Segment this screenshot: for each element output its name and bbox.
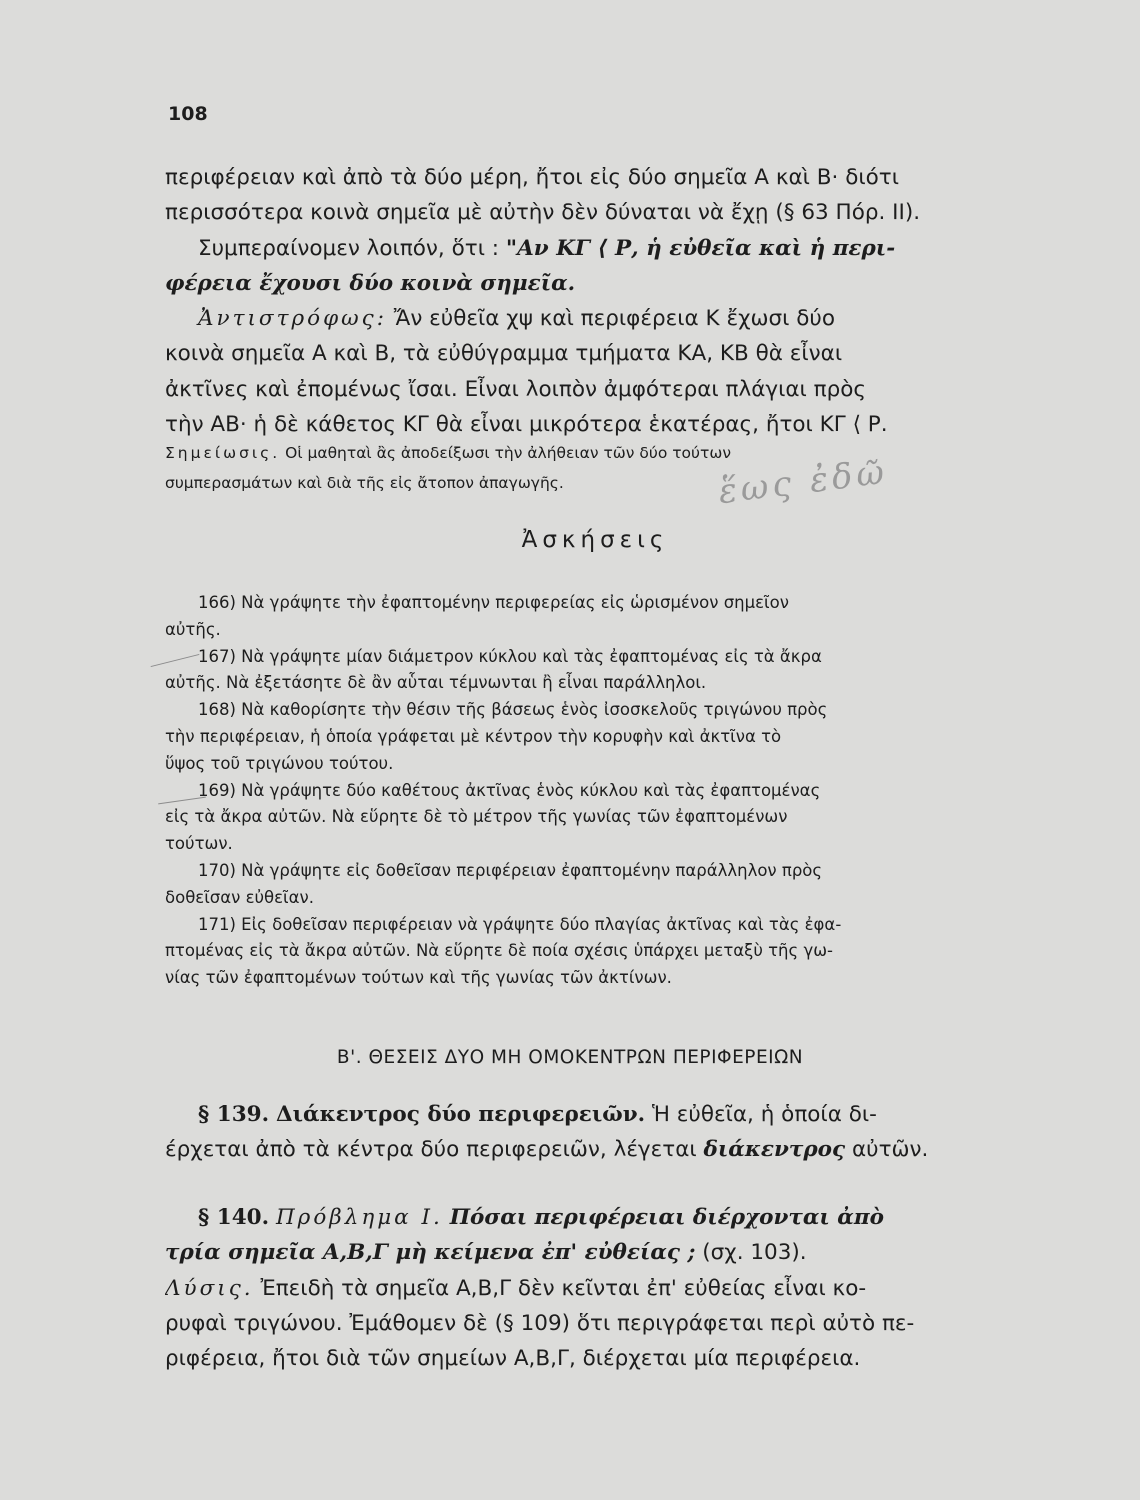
page-number: 108 — [168, 103, 208, 125]
s140-line-4: ρυφαὶ τριγώνου. Ἐμάθομεν δὲ (§ 109) ὅτι περιγράφεται περὶ αὐτὸ πε- — [165, 1310, 915, 1336]
remark-line-2: συμπερασμάτων καὶ διὰ τῆς εἰς ἄτοπον ἀπαγωγῆς. — [165, 474, 564, 492]
conclusion-line-1 — [165, 231, 1045, 266]
exercises-heading: Ἀσκήσεις — [521, 527, 669, 553]
s139-text-1: Ἡ εὐθεῖα, ἡ ὁποία δι- — [651, 1102, 877, 1127]
para1-line-2: περισσότερα κοινὰ σημεῖα μὲ αὐτὴν δὲν δύναται νὰ ἔχῃ (§ 63 Πόρ. ΙΙ). — [165, 200, 921, 226]
conclusion-lead: Συμπεραίνομεν λοιπόν, ὅτι : — [198, 235, 500, 261]
converse-line-4: τὴν ΑΒ· ἡ δὲ κάθετος ΚΓ θὰ εἶναι μικρότερα ἑκατέρας, ἤτοι ΚΓ ⟨ Ρ. — [165, 412, 888, 438]
exercise-list — [165, 590, 1045, 992]
exercise-168-line-1: 168) Νὰ καθορίσητε τὴν θέσιν τῆς βάσεως ἑνὸς ἰσοσκελοῦς τριγώνου πρὸς — [198, 700, 828, 720]
s140-line-1 — [165, 1200, 1045, 1235]
s139-term: διάκεντρος — [703, 1137, 846, 1163]
exercise-168-line-3: ὕψος τοῦ τριγώνου τούτου. — [165, 753, 394, 773]
s139-line-2 — [165, 1132, 1045, 1167]
exercise-166-line-2: αὐτῆς. — [165, 619, 221, 639]
converse-line-2: κοινὰ σημεῖα Α καὶ Β, τὰ εὐθύγραμμα τμήματα ΚΑ, ΚΒ θὰ εἶναι — [165, 341, 843, 367]
remark — [165, 438, 1045, 498]
exercise-166-line-1: 166) Νὰ γράψητε τὴν ἐφαπτομένην περιφερείας εἰς ὡρισμένον σημεῖον — [198, 593, 789, 612]
s139-text-3: αὐτῶν. — [851, 1137, 929, 1163]
section-heading: Β'. ΘΕΣΕΙΣ ΔΥΟ ΜΗ ΟΜΟΚΕΝΤΡΩΝ ΠΕΡΙΦΕΡΕΙΩΝ — [336, 1047, 804, 1068]
s139-number: § 139. — [198, 1102, 270, 1127]
conclusion-statement-b: φέρεια ἔχουσι δύο κοινὰ σημεῖα. — [165, 270, 576, 296]
s139-line-1 — [165, 1097, 1045, 1132]
s140-line-3 — [165, 1271, 1045, 1306]
converse-line-3: ἀκτῖνες καὶ ἐπομένως ἴσαι. Εἶναι λοιπὸν ἀμφότεραι πλάγιαι πρὸς — [165, 376, 867, 402]
s140-question-2: τρία σημεῖα Α,Β,Γ μὴ κείμενα ἐπ' εὐθείας ; — [165, 1240, 696, 1266]
exercise-171-line-3: νίας τῶν ἐφαπτομένων τούτων καὶ τῆς γωνίας τῶν ἀκτίνων. — [165, 968, 672, 988]
exercise-170-line-1: 170) Νὰ γράψητε εἰς δοθεῖσαν περιφέρειαν ἐφαπτομένην παράλληλον πρὸς — [198, 860, 823, 880]
exercise-170-line-2: δοθεῖσαν εὐθεῖαν. — [165, 887, 314, 907]
exercise-171-line-2: πτομένας εἰς τὰ ἄκρα αὐτῶν. Νὰ εὕρητε δὲ ποία σχέσις ὑπάρχει μεταξὺ τῆς γω- — [165, 941, 833, 961]
s140-line-5: ριφέρεια, ἤτοι διὰ τῶν σημείων Α,Β,Γ, διέρχεται μία περιφέρεια. — [165, 1346, 861, 1372]
converse-line-1 — [165, 301, 1045, 336]
exercise-169-line-2: εἰς τὰ ἄκρα αὐτῶν. Νὰ εὕρητε δὲ τὸ μέτρον τῆς γωνίας τῶν ἐφαπτομένων — [165, 807, 788, 827]
remark-label: Σημείωσις. — [165, 444, 281, 462]
exercise-171-line-1: 171) Εἰς δοθεῖσαν περιφέρειαν νὰ γράψητε δύο πλαγίας ἀκτῖνας καὶ τὰς ἐφα- — [198, 914, 842, 934]
section-140 — [165, 1200, 1045, 1376]
exercise-169-line-3: τούτων. — [165, 834, 233, 854]
s139-text-2: έρχεται ἀπὸ τὰ κέντρα δύο περιφερειῶν, λέγεται — [165, 1137, 697, 1163]
conclusion-statement-a: "Αν ΚΓ ⟨ Ρ, ἡ εὐθεῖα καὶ ἡ περι- — [505, 235, 896, 261]
handwritten-note: ἕως ἐδῶ — [716, 451, 891, 513]
converse-text-1: Ἄν εὐθεῖα χψ καὶ περιφέρεια Κ ἔχωσι δύο — [393, 306, 835, 332]
exercise-167-line-2: αὐτῆς. Νὰ ἐξετάσητε δὲ ἂν αὗται τέμνωνται ἢ εἶναι παράλληλοι. — [165, 673, 707, 693]
exercise-169-line-1: 169) Νὰ γράψητε δύο καθέτους ἀκτῖνας ἑνὸς κύκλου καὶ τὰς ἐφαπτομένας — [198, 780, 821, 800]
s140-figure-ref: (σχ. 103). — [702, 1240, 807, 1266]
theory-text — [165, 160, 1045, 442]
converse-label: Ἀντιστρόφως: — [198, 306, 387, 332]
s140-number: § 140. — [198, 1205, 270, 1230]
remark-line-1 — [165, 438, 1045, 468]
remark-text-1: Οἱ μαθηταὶ ἂς ἀποδείξωσι τὴν ἀλήθειαν τῶν δύο τούτων — [285, 444, 731, 462]
s140-question-1: Πόσαι περιφέρειαι διέρχονται ἀπὸ — [449, 1205, 884, 1230]
s140-label: Πρόβλημα Ι. — [275, 1205, 443, 1230]
s139-title: Διάκεντρος δύο περιφερειῶν. — [275, 1102, 646, 1127]
exercise-168-line-2: τὴν περιφέρειαν, ἡ ὁποία γράφεται μὲ κέντρον τὴν κορυφὴν καὶ ἀκτῖνα τὸ — [165, 726, 782, 746]
s140-solution-label: Λύσις. — [165, 1275, 254, 1301]
para1-line-1: περιφέρειαν καὶ ἀπὸ τὰ δύο μέρη, ἤτοι εἰς δύο σημεῖα Α καὶ Β· διότι — [165, 165, 900, 190]
s140-text-3: Ἐπειδὴ τὰ σημεῖα Α,Β,Γ δὲν κεῖνται ἐπ' εὐθείας εἶναι κο- — [260, 1275, 867, 1301]
exercise-167-line-1: 167) Νὰ γράψητε μίαν διάμετρον κύκλου καὶ τὰς ἐφαπτομένας εἰς τὰ ἄκρα — [198, 646, 822, 666]
section-139 — [165, 1097, 1045, 1168]
s140-line-2 — [165, 1235, 1045, 1270]
